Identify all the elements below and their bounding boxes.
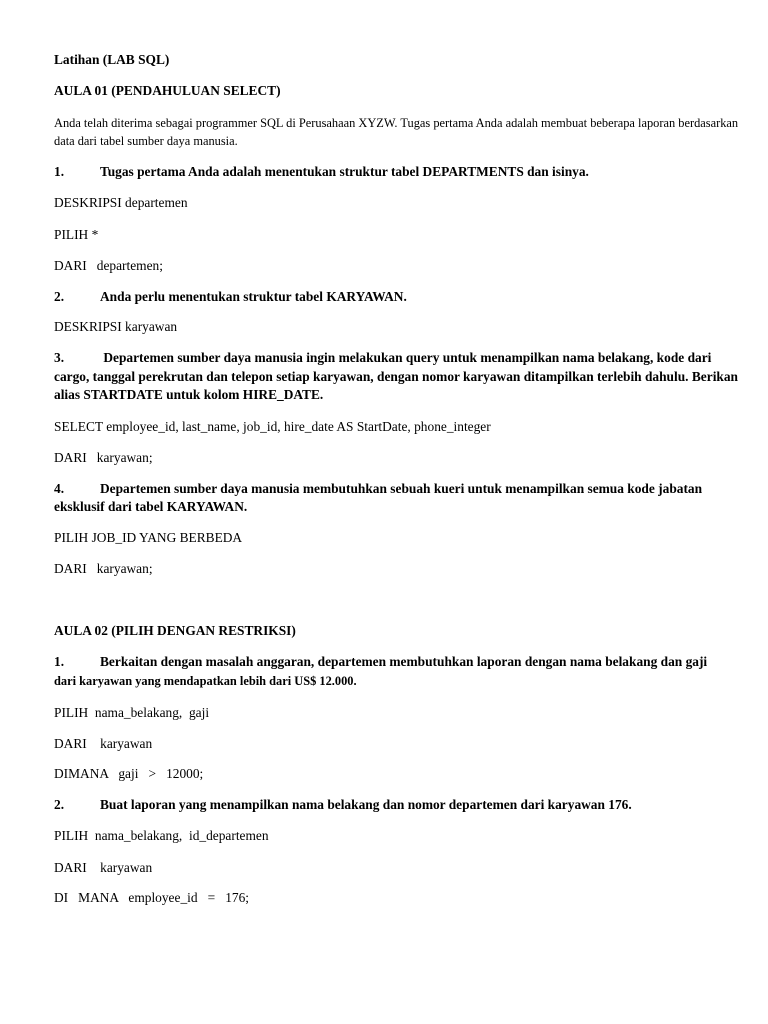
aula1-intro-line2: data dari tabel sumber daya manusia. bbox=[54, 134, 238, 148]
aula1-q3-text-line2: cargo, tanggal perekrutan dan telepon setiap karyawan, dengan nomor karyawan ditampilkan terlebih dahulu. Berikan bbox=[54, 369, 739, 384]
aula1-q1 bbox=[54, 163, 589, 181]
aula2-q2-number: 2. bbox=[54, 797, 65, 812]
aula1-q3-text-line3: alias STARTDATE untuk kolom HIRE_DATE. bbox=[54, 387, 324, 402]
aula1-q3-code1: SELECT employee_id, last_name, job_id, hire_date AS StartDate, phone_integer bbox=[54, 419, 491, 434]
aula2-q2-text: Buat laporan yang menampilkan nama belakang dan nomor departemen dari karyawan 176. bbox=[100, 797, 632, 812]
aula1-q2-text: Anda perlu menentukan struktur tabel KARYAWAN. bbox=[100, 289, 407, 304]
aula1-q3-text-line1: Departemen sumber daya manusia ingin melakukan query untuk menampilkan nama belakang, kode dari bbox=[100, 350, 712, 365]
aula2-q1-text-line1: Berkaitan dengan masalah anggaran, departemen membutuhkan laporan dengan nama belakang dan gaji bbox=[100, 654, 708, 669]
aula1-q4-text-line1: Departemen sumber daya manusia membutuhkan sebuah kueri untuk menampilkan semua kode jabatan bbox=[100, 481, 703, 496]
aula2-q1-code3: DIMANA gaji > 12000; bbox=[54, 766, 204, 781]
aula2-heading: AULA 02 (PILIH DENGAN RESTRIKSI) bbox=[54, 623, 296, 638]
aula2-q1-code2: DARI karyawan bbox=[54, 736, 153, 751]
aula1-intro-line1: Anda telah diterima sebagai programmer SQL di Perusahaan XYZW. Tugas pertama Anda adalah membuat beberapa laporan berdasarkan bbox=[54, 116, 739, 130]
aula2-q1-code1: PILIH nama_belakang, gaji bbox=[54, 705, 210, 720]
aula1-q1-code3: DARI departemen; bbox=[54, 258, 163, 273]
aula2-q2 bbox=[54, 796, 632, 814]
aula1-q4-number: 4. bbox=[54, 481, 65, 496]
aula2-q1-number: 1. bbox=[54, 654, 65, 669]
aula1-q2-number: 2. bbox=[54, 289, 65, 304]
aula1-heading: AULA 01 (PENDAHULUAN SELECT) bbox=[54, 83, 281, 98]
aula1-q1-number: 1. bbox=[54, 164, 65, 179]
aula1-q3-number: 3. bbox=[54, 350, 65, 365]
aula1-q4-text-line2: eksklusif dari tabel KARYAWAN. bbox=[54, 499, 248, 514]
aula1-q3-line1 bbox=[54, 349, 711, 367]
aula2-q2-code2: DARI karyawan bbox=[54, 860, 153, 875]
aula2-q1-text-line2: dari karyawan yang mendapatkan lebih dari US$ 12.000. bbox=[54, 674, 357, 688]
aula1-q1-code1: DESKRIPSI departemen bbox=[54, 195, 188, 210]
aula2-q1-line1 bbox=[54, 653, 707, 671]
doc-title: Latihan (LAB SQL) bbox=[54, 52, 170, 67]
aula1-q4-line1 bbox=[54, 480, 702, 498]
aula2-q2-code1: PILIH nama_belakang, id_departemen bbox=[54, 828, 269, 843]
aula1-q2 bbox=[54, 288, 407, 306]
aula1-q4-code1: PILIH JOB_ID YANG BERBEDA bbox=[54, 530, 243, 545]
aula1-q3-code2: DARI karyawan; bbox=[54, 450, 153, 465]
aula1-q1-text: Tugas pertama Anda adalah menentukan struktur tabel DEPARTMENTS dan isinya. bbox=[100, 164, 589, 179]
aula1-q4-code2: DARI karyawan; bbox=[54, 561, 153, 576]
aula2-q2-code3: DI MANA employee_id = 176; bbox=[54, 890, 250, 905]
aula1-q2-code1: DESKRIPSI karyawan bbox=[54, 319, 178, 334]
aula1-q1-code2: PILIH * bbox=[54, 227, 99, 242]
